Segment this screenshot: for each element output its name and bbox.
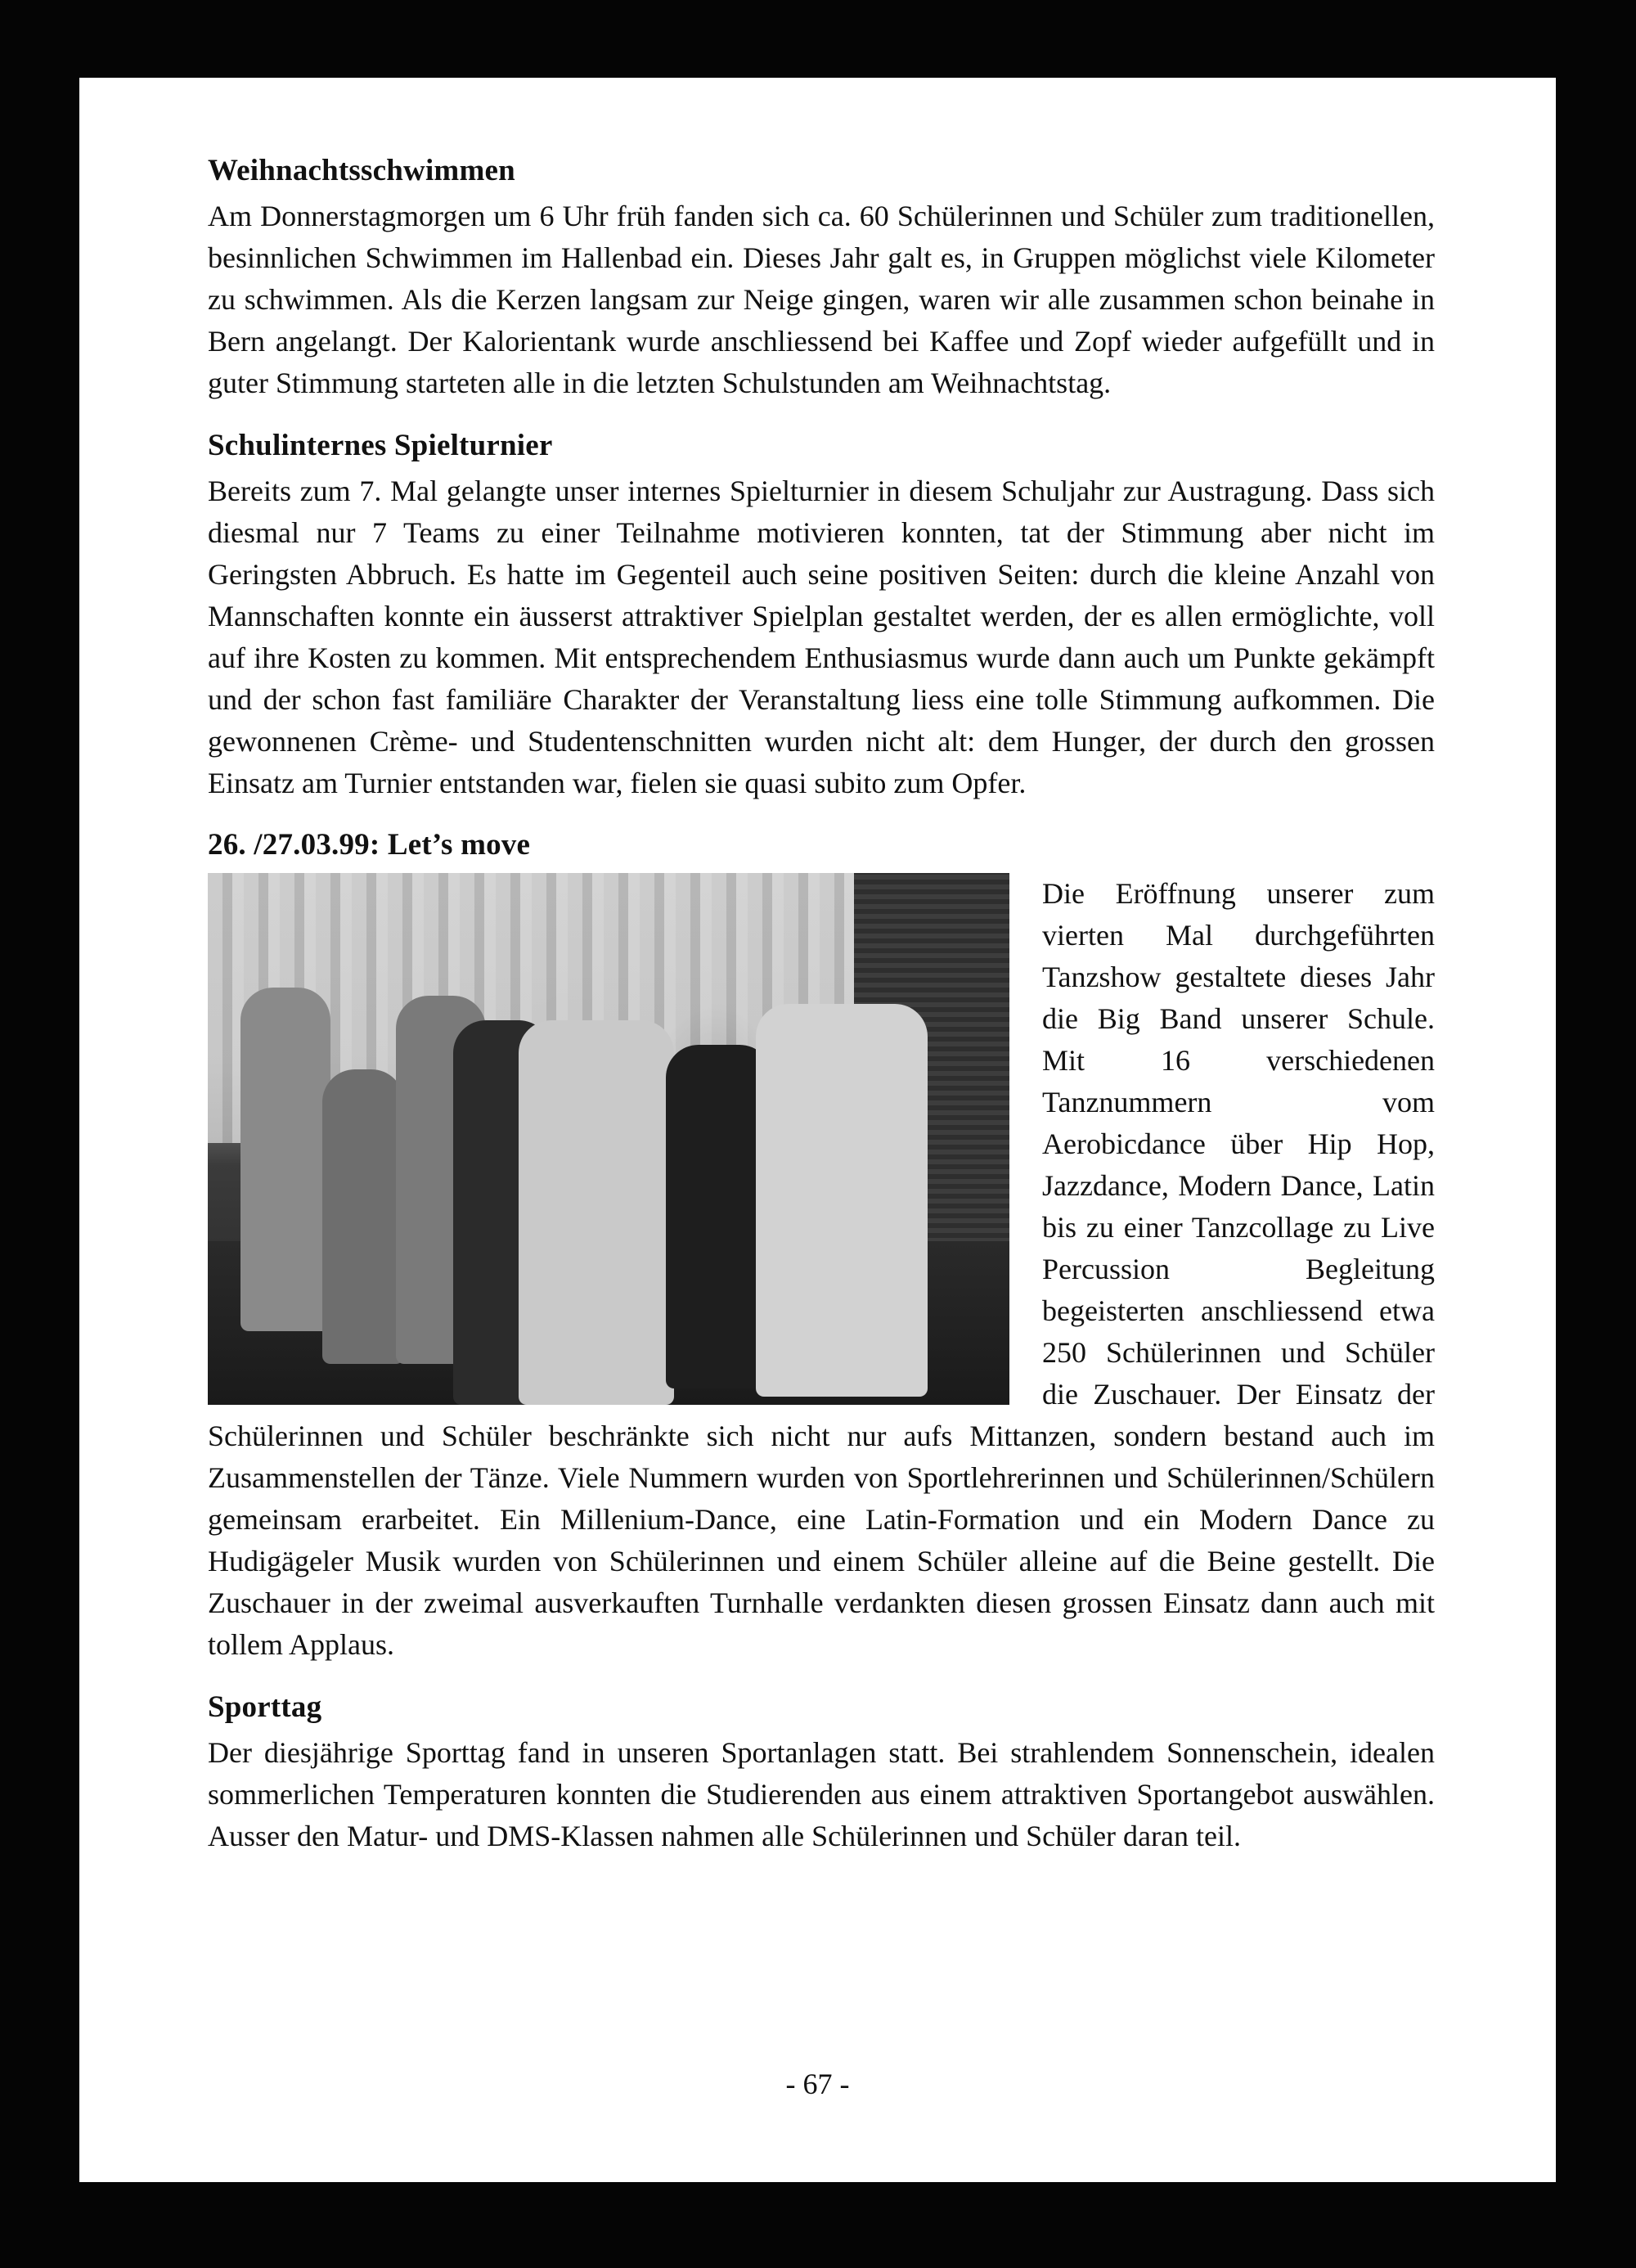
section-sporttag — [208, 1686, 1435, 1857]
section-heading: 26. /27.03.99: Let’s move — [208, 828, 531, 862]
text-with-photo — [208, 873, 1435, 1666]
page-number: - 67 - — [785, 2068, 850, 2100]
photo-dancer — [322, 1069, 404, 1364]
section-paragraph: Der diesjährige Sporttag fand in unseren Sportanlagen statt. Bei strahlendem Sonnenschein, idealen sommerlichen Temperaturen konnten die Studierenden aus einem attraktiven Sportangebot auswählen. Ausser den Matur- und DMS-Klassen nahmen alle Schülerinnen und Schüler daran teil. — [208, 1736, 1435, 1852]
section-lets-move — [208, 824, 1435, 1666]
document-page — [79, 78, 1556, 2182]
dance-photo — [208, 873, 1009, 1405]
section-paragraph: Bereits zum 7. Mal gelangte unser internes Spielturnier in diesem Schuljahr zur Austragung. Dass sich diesmal nur 7 Teams zu einer Teilnahme motivieren konnten, tat der Stimmung aber nicht im Geringsten Abbruch. Es hatte im Gegenteil auch seine positiven Seiten: durch die kleine Anzahl von Mannschaften konnte ein äusserst attraktiver Spielplan gestaltet werden, der es allen ermöglichte, voll auf ihre Kosten zu kommen. Mit entsprechendem Enthusiasmus wurde dann auch um Punkte gekämpft und der schon fast familiäre Charakter der Veranstaltung liess eine tolle Stimmung aufkommen. Die gewonnenen Crème- und Studentenschnitten wurden nicht alt: dem Hunger, der durch den grossen Einsatz am Turnier entstanden war, fielen sie quasi subito zum Opfer. — [208, 475, 1435, 799]
section-paragraph: Am Donnerstagmorgen um 6 Uhr früh fanden sich ca. 60 Schülerinnen und Schüler zum traditionellen, besinnlichen Schwimmen im Hallenbad ein. Dieses Jahr galt es, in Gruppen möglichst viele Kilometer zu schwimmen. Als die Kerzen langsam zur Neige gingen, waren wir alle zusammen schon beinahe in Bern angelangt. Der Kalorientank wurde anschliessend bei Kaffee und Zopf wieder aufgefüllt und in guter Stimmung starteten alle in die letzten Schulstunden am Weihnachtstag. — [208, 200, 1435, 399]
section-paragraph: Die Eröffnung unserer zum vierten Mal durchgeführten Tanzshow gestaltete dieses Jahr die Big Band unserer Schule. Mit 16 verschiedenen Tanznummern vom Aerobicdance über Hip Hop, Jazzdance, Modern Dance, Latin bis zu einer Tanzcollage zu Live Percussion Begleitung begeisterten anschliessend etwa 250 Schülerinnen und Schüler die Zuschauer. Der Einsatz der Schülerinnen und Schüler beschränkte sich nicht nur aufs Mittanzen, sondern bestand auch im Zusammenstellen der Tänze. Viele Nummern wurden von Sportlehrerinnen und Schülerinnen/Schülern gemeinsam erarbeitet. Ein Millenium-Dance, eine Latin-Formation und ein Modern Dance zu Hudigägeler Musik wurden von Schülerinnen und einem Schüler alleine auf die Beine gestellt. Die Zuschauer in der zweimal ausverkauften Turnhalle verdankten diesen grossen Einsatz dann auch mit tollem Applaus. — [208, 877, 1435, 1661]
page-content — [208, 150, 1435, 1857]
photo-dancer — [756, 1004, 928, 1397]
section-heading: Sporttag — [208, 1690, 322, 1724]
photo-dancer — [240, 988, 330, 1331]
photo-dancer — [519, 1020, 674, 1405]
section-weihnachtsschwimmen — [208, 150, 1435, 404]
section-heading: Weihnachtsschwimmen — [208, 154, 515, 187]
section-spielturnier — [208, 425, 1435, 804]
section-heading: Schulinternes Spielturnier — [208, 429, 553, 462]
